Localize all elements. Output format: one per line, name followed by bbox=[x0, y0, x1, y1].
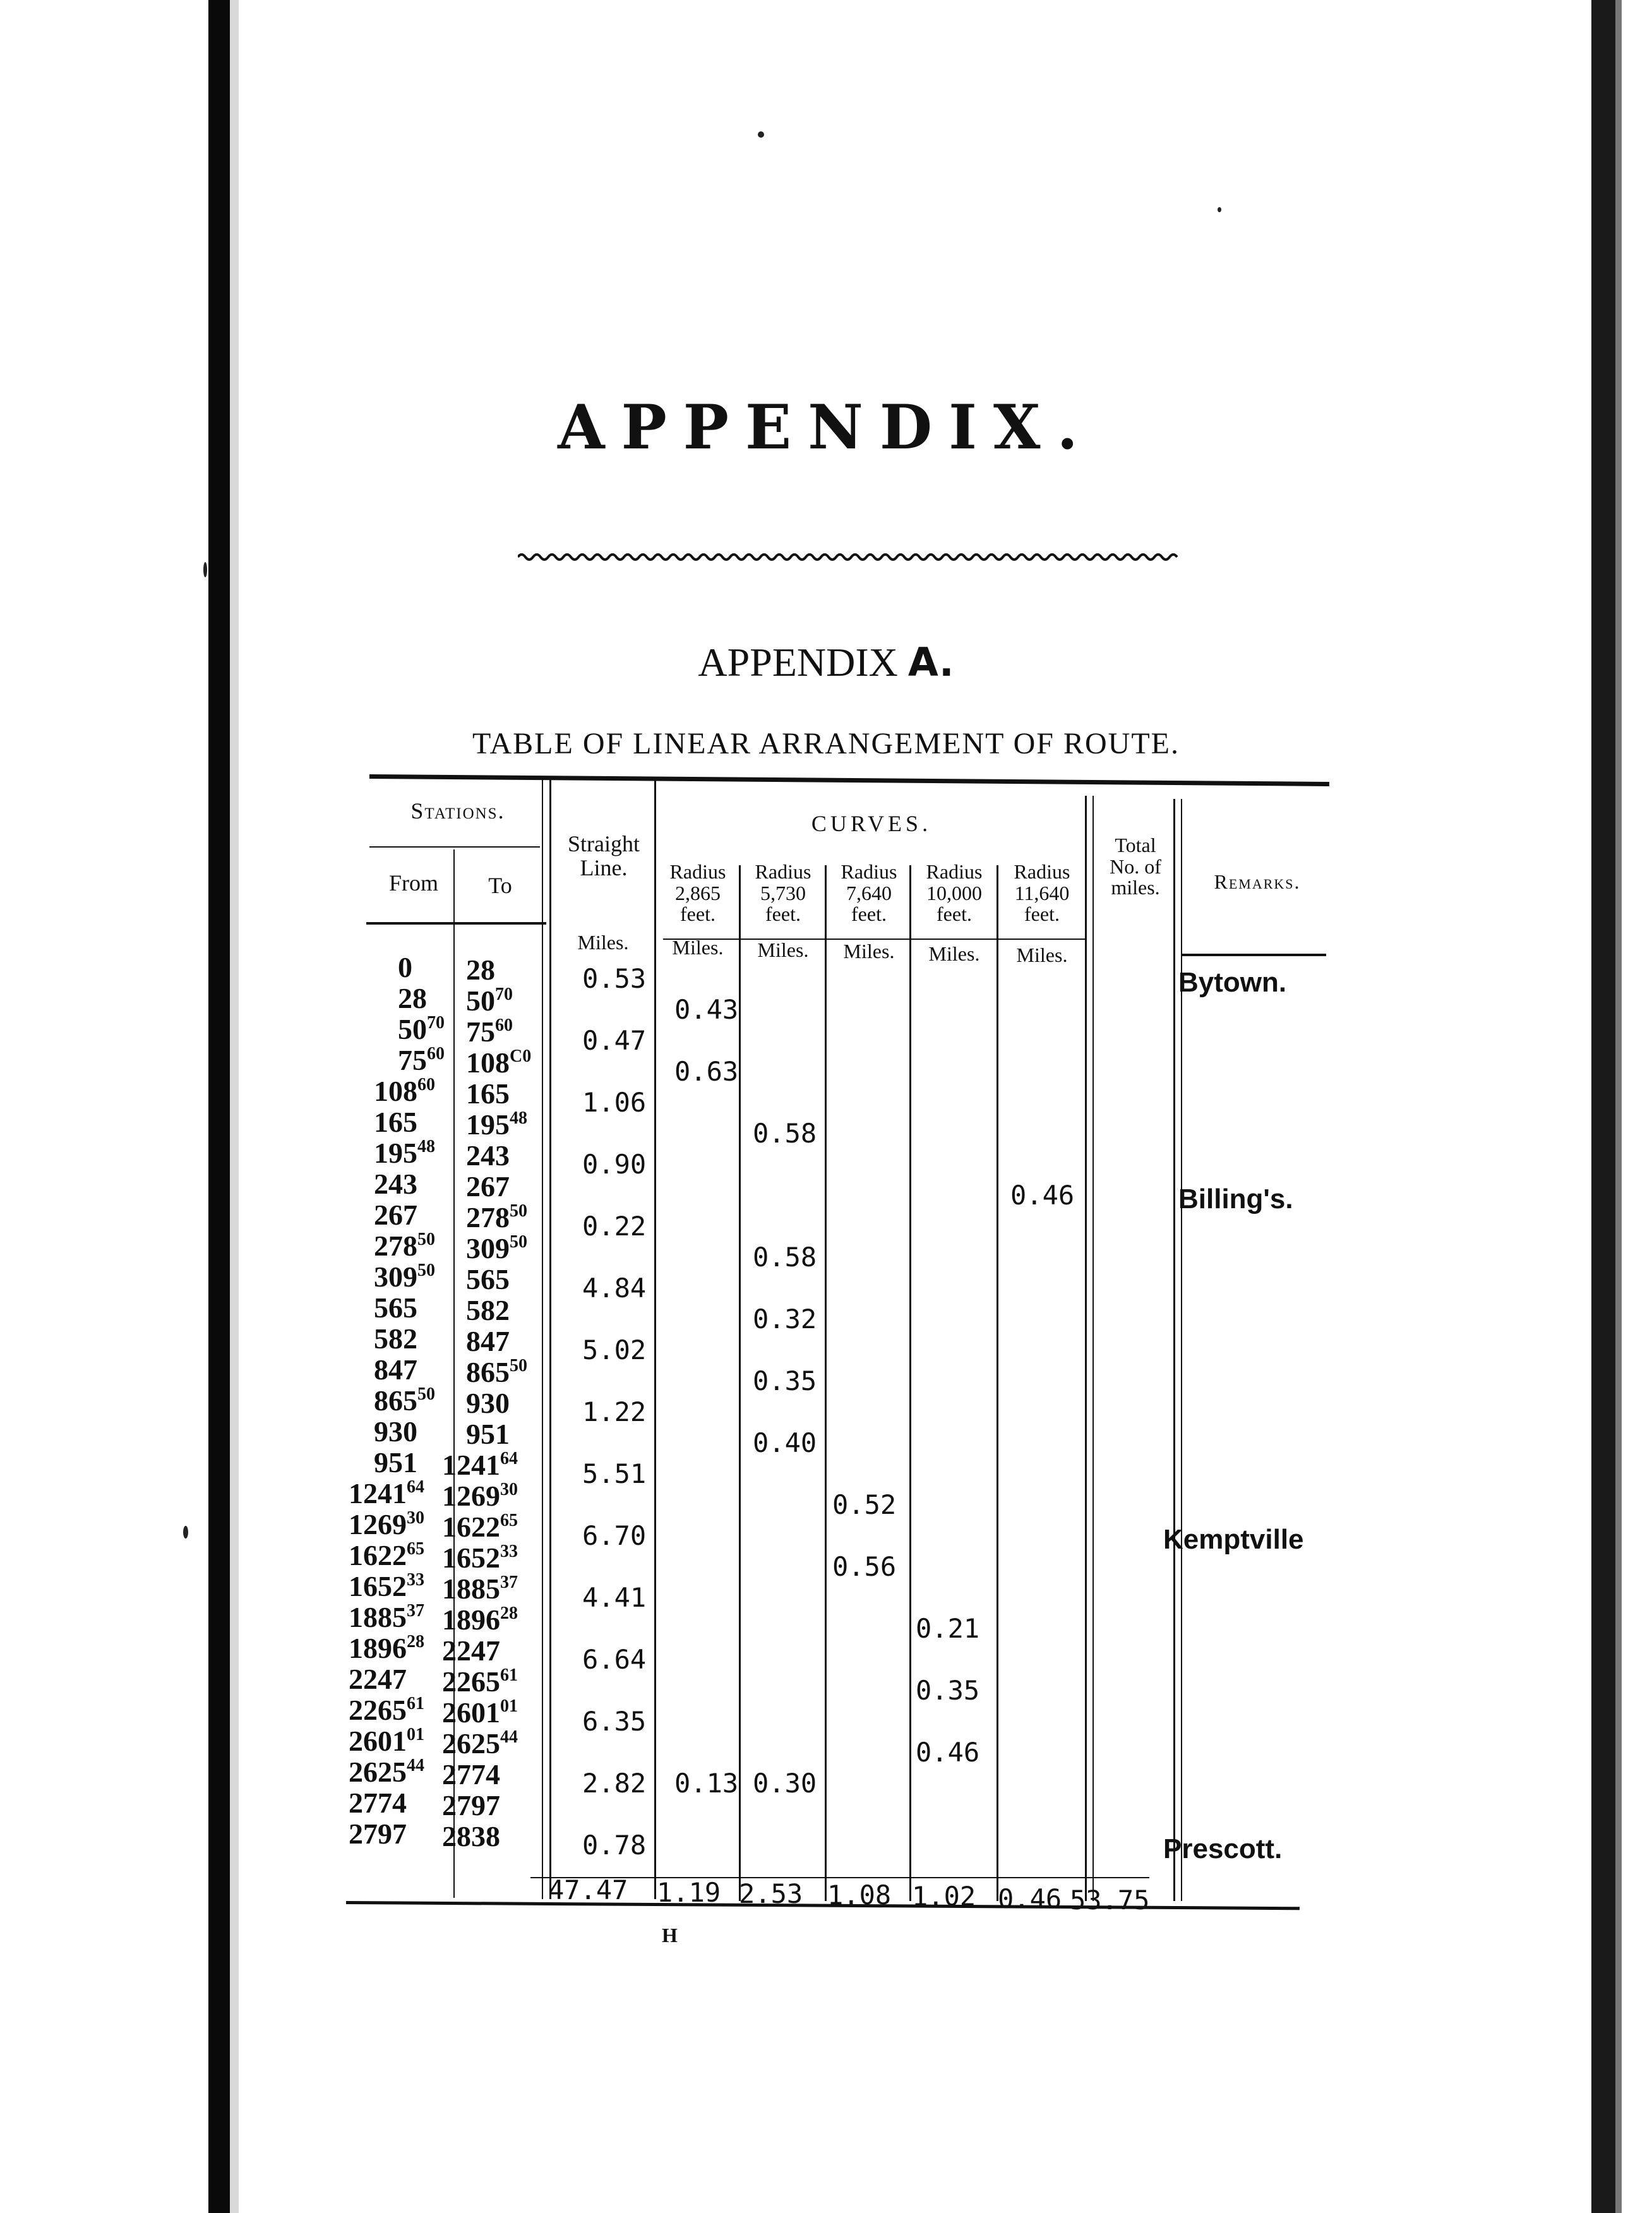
remark: Bytown. bbox=[1178, 967, 1287, 998]
station-to: $195^{48}$ bbox=[466, 1108, 527, 1141]
value-straight: 2.82 bbox=[582, 1768, 647, 1799]
col-divider-curve-3 bbox=[909, 865, 911, 1901]
scan-speck bbox=[1218, 207, 1221, 212]
curve-col-header-2865: Radius 2,865 feet. bbox=[669, 860, 726, 926]
col-divider-total-remarks bbox=[1173, 799, 1175, 1901]
remarks-header-rule bbox=[1181, 954, 1326, 956]
to-header: To bbox=[488, 873, 512, 898]
station-to: 1896$^{28}$ bbox=[442, 1604, 518, 1636]
station-to: 930 bbox=[466, 1387, 510, 1419]
station-to: 1652$^{33}$ bbox=[442, 1542, 518, 1574]
station-to: $865^{50}$ bbox=[466, 1356, 527, 1388]
station-to: $108^{C0}$ bbox=[466, 1047, 532, 1079]
station-from: 1269$^{30}$ bbox=[349, 1508, 424, 1540]
value-straight: 0.90 bbox=[582, 1149, 647, 1180]
station-to: 847 bbox=[466, 1325, 510, 1357]
station-to: 2625$^{44}$ bbox=[442, 1727, 518, 1760]
value-straight: 5.02 bbox=[582, 1334, 647, 1365]
station-to: 2601$^{01}$ bbox=[442, 1696, 518, 1729]
stations-header: Stations. bbox=[410, 798, 505, 824]
station-to: 951 bbox=[466, 1418, 510, 1450]
value-straight: 1.06 bbox=[582, 1087, 647, 1118]
station-to: 2797 bbox=[442, 1789, 500, 1821]
value-c5730: 0.35 bbox=[753, 1365, 817, 1396]
appendix-a-heading bbox=[0, 639, 1652, 686]
table-top-rule bbox=[369, 774, 1329, 786]
station-from: 951 bbox=[374, 1446, 417, 1478]
total-miles-header: Total No. of miles. bbox=[1110, 834, 1161, 899]
station-from: 2797 bbox=[349, 1818, 407, 1850]
station-from: 2625$^{44}$ bbox=[349, 1756, 424, 1788]
station-to: 28 bbox=[466, 954, 495, 986]
value-c2865: 0.63 bbox=[674, 1056, 739, 1087]
station-from: 847 bbox=[374, 1353, 417, 1386]
value-straight: 0.78 bbox=[582, 1830, 647, 1861]
station-to: 1622$^{65}$ bbox=[442, 1511, 518, 1543]
curve-col-header-10000: Radius 10,000 feet. bbox=[926, 860, 983, 926]
value-c2865: 0.43 bbox=[674, 994, 739, 1025]
appendix-a-letter: A. bbox=[907, 639, 954, 685]
straight-line-header: Straight Line. bbox=[568, 831, 640, 880]
station-from: $108^{60}$ bbox=[374, 1075, 435, 1107]
value-c7640: 0.56 bbox=[832, 1551, 897, 1582]
station-from: 582 bbox=[374, 1322, 417, 1355]
scan-speck bbox=[183, 1526, 188, 1538]
header-bottom-rule-left bbox=[366, 922, 546, 925]
unit-label: Miles. bbox=[757, 939, 809, 961]
total-straight: 47.47 bbox=[548, 1874, 628, 1905]
col-divider-stations-straight bbox=[549, 778, 551, 1899]
value-straight: 0.22 bbox=[582, 1211, 647, 1242]
station-to: $50^{70}$ bbox=[466, 985, 513, 1017]
value-c10000: 0.35 bbox=[916, 1675, 980, 1706]
from-header: From bbox=[388, 870, 438, 896]
table-bottom-rule bbox=[346, 1901, 1300, 1910]
station-to: 2774 bbox=[442, 1758, 500, 1790]
value-c10000: 0.46 bbox=[916, 1737, 980, 1768]
value-c2865: 0.13 bbox=[674, 1768, 739, 1799]
curve-col-header-5730: Radius 5,730 feet. bbox=[755, 860, 811, 926]
station-from: $865^{50}$ bbox=[374, 1384, 435, 1417]
station-from: 2774 bbox=[349, 1787, 407, 1819]
scan-speck bbox=[758, 131, 764, 138]
unit-label: Miles. bbox=[843, 940, 895, 963]
station-from: 2247 bbox=[349, 1663, 407, 1695]
station-from: 1241$^{64}$ bbox=[349, 1477, 424, 1509]
value-straight: 1.22 bbox=[582, 1396, 647, 1427]
value-straight: 0.47 bbox=[582, 1025, 647, 1056]
col-divider-curves-total bbox=[1085, 796, 1087, 1901]
col-divider-stations-straight-b bbox=[542, 778, 543, 1899]
station-from: 28 bbox=[398, 982, 427, 1014]
value-straight: 6.70 bbox=[582, 1520, 647, 1551]
station-from: 1896$^{28}$ bbox=[349, 1632, 424, 1664]
station-to: 2838 bbox=[442, 1820, 500, 1852]
station-from: 267 bbox=[374, 1199, 417, 1231]
station-from: 565 bbox=[374, 1292, 417, 1324]
scan-left-gutter bbox=[230, 0, 239, 2213]
station-from: $195^{48}$ bbox=[374, 1137, 435, 1169]
station-from: 243 bbox=[374, 1168, 417, 1200]
station-to: 2265$^{61}$ bbox=[442, 1665, 518, 1698]
station-from: 1622$^{65}$ bbox=[349, 1539, 424, 1571]
value-straight: 6.64 bbox=[582, 1644, 647, 1675]
table-title: TABLE OF LINEAR ARRANGEMENT OF ROUTE. bbox=[472, 727, 1180, 760]
scan-right-edge-shadow bbox=[1615, 0, 1622, 2213]
station-to: 582 bbox=[466, 1294, 510, 1326]
col-divider-total-remarks-b bbox=[1181, 799, 1182, 1901]
station-from: 930 bbox=[374, 1415, 417, 1448]
station-from: $50^{70}$ bbox=[398, 1013, 445, 1045]
value-c5730: 0.58 bbox=[753, 1118, 817, 1149]
total-miles: 53.75 bbox=[1070, 1885, 1150, 1916]
value-c5730: 0.58 bbox=[753, 1242, 817, 1273]
total-curve-10000: 1.02 bbox=[912, 1881, 976, 1912]
station-to: 565 bbox=[466, 1263, 510, 1295]
value-straight: 4.84 bbox=[582, 1273, 647, 1304]
station-to: 243 bbox=[466, 1139, 510, 1172]
unit-label: Miles. bbox=[928, 942, 980, 965]
scan-left-edge bbox=[208, 0, 230, 2213]
value-straight: 4.41 bbox=[582, 1582, 647, 1613]
signature-mark: H bbox=[662, 1924, 678, 1946]
station-from: 2601$^{01}$ bbox=[349, 1725, 424, 1757]
wavy-divider bbox=[518, 544, 1181, 570]
stations-header-rule bbox=[369, 846, 540, 848]
station-from: 2265$^{61}$ bbox=[349, 1694, 424, 1726]
station-from: $278^{50}$ bbox=[374, 1230, 435, 1262]
value-c11640: 0.46 bbox=[1010, 1180, 1075, 1211]
station-from: 0 bbox=[398, 951, 412, 983]
station-from: 1885$^{37}$ bbox=[349, 1601, 424, 1633]
station-from: 1652$^{33}$ bbox=[349, 1570, 424, 1602]
total-curve-2865: 1.19 bbox=[657, 1877, 721, 1908]
col-divider-curve-4 bbox=[997, 865, 998, 1901]
station-from: $75^{60}$ bbox=[398, 1044, 445, 1076]
scan-speck bbox=[203, 562, 207, 577]
page-heading: APPENDIX. bbox=[558, 392, 1094, 463]
station-to: 165 bbox=[466, 1077, 510, 1110]
unit-label: Miles. bbox=[672, 936, 724, 959]
remark: Billing's. bbox=[1178, 1184, 1293, 1214]
station-to: $309^{50}$ bbox=[466, 1232, 527, 1264]
value-straight: 6.35 bbox=[582, 1706, 647, 1737]
remarks-header: Remarks. bbox=[1214, 870, 1301, 893]
col-divider-curves-total-b bbox=[1092, 796, 1094, 1901]
station-from: 165 bbox=[374, 1106, 417, 1138]
curve-col-header-11640: Radius 11,640 feet. bbox=[1014, 860, 1070, 926]
station-from: $309^{50}$ bbox=[374, 1261, 435, 1293]
value-straight: 5.51 bbox=[582, 1458, 647, 1489]
station-to: 267 bbox=[466, 1170, 510, 1202]
station-to: 1269$^{30}$ bbox=[442, 1480, 518, 1512]
station-to: 1885$^{37}$ bbox=[442, 1573, 518, 1605]
col-divider-straight-curves bbox=[654, 778, 656, 1899]
value-c5730: 0.32 bbox=[753, 1304, 817, 1334]
total-curve-11640: 0.46 bbox=[998, 1883, 1062, 1914]
curve-col-header-7640: Radius 7,640 feet. bbox=[841, 860, 897, 926]
curves-header: CURVES. bbox=[811, 811, 932, 836]
station-to: $278^{50}$ bbox=[466, 1201, 527, 1233]
remark: Prescott. bbox=[1163, 1833, 1283, 1864]
value-c5730: 0.30 bbox=[753, 1768, 817, 1799]
unit-label: Miles. bbox=[1016, 944, 1068, 966]
value-c10000: 0.21 bbox=[916, 1613, 980, 1644]
total-curve-5730: 2.53 bbox=[739, 1878, 803, 1909]
scan-right-edge bbox=[1591, 0, 1615, 2213]
station-to: 1241$^{64}$ bbox=[442, 1449, 518, 1481]
value-c7640: 0.52 bbox=[832, 1489, 897, 1520]
col-divider-curve-1 bbox=[739, 865, 741, 1901]
station-to: $75^{60}$ bbox=[466, 1016, 513, 1048]
unit-label: Miles. bbox=[577, 931, 629, 954]
value-straight: 0.53 bbox=[582, 963, 647, 994]
appendix-a-label: APPENDIX bbox=[698, 640, 898, 685]
value-c5730: 0.40 bbox=[753, 1427, 817, 1458]
station-to: 2247 bbox=[442, 1634, 500, 1667]
remark: Kemptville bbox=[1163, 1524, 1304, 1555]
col-divider-curve-2 bbox=[825, 865, 827, 1901]
total-curve-7640: 1.08 bbox=[827, 1880, 892, 1910]
